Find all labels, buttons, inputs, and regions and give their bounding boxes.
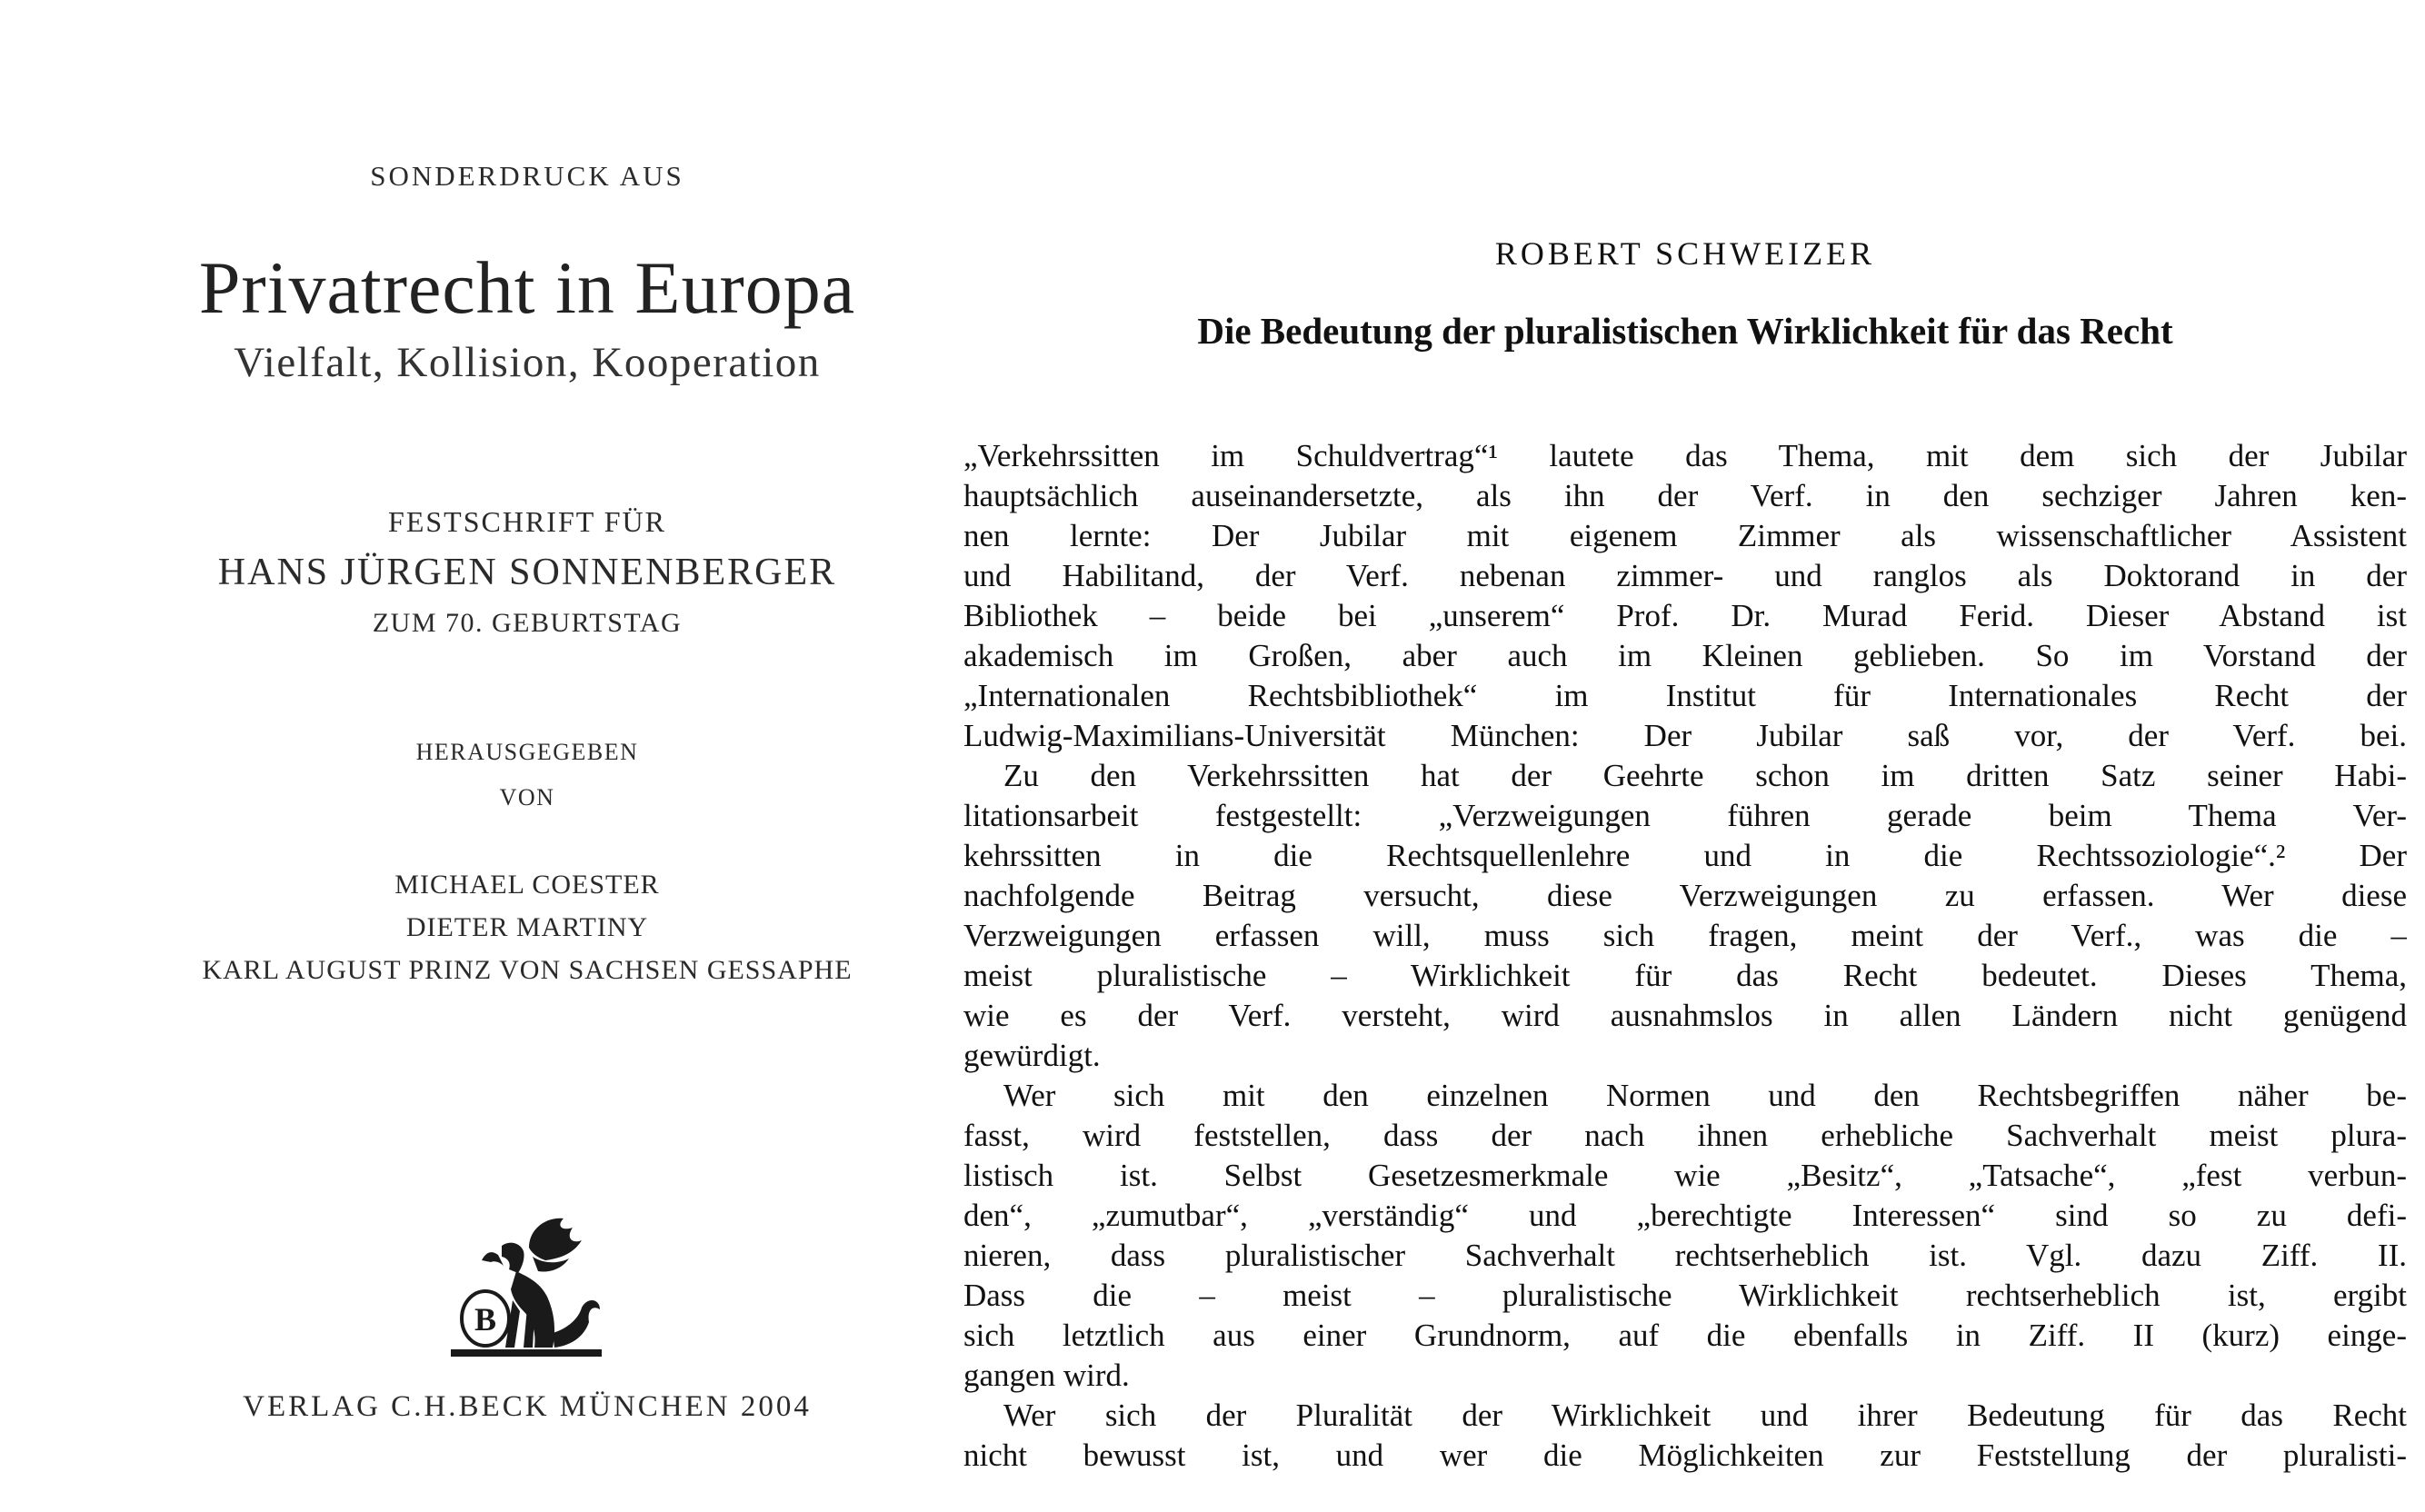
body-line: wie es der Verf. versteht, wird ausnahmslos in allen Ländern nicht genügend [963,998,2407,1033]
article-author: ROBERT SCHWEIZER [1494,235,1876,272]
body-line: gewürdigt. [963,1038,1101,1073]
editor-name: MICHAEL COESTER [394,870,660,900]
body-line: gangen wird. [963,1358,1130,1393]
body-line: listisch ist. Selbst Gesetzesmerkmale wie „Besitz“, „Tatsache“, „fest verbun- [963,1158,2407,1193]
occasion-line: ZUM 70. GEBURTSTAG [372,608,683,638]
body-line: Bibliothek – beide bei „unserem“ Prof. Dr. Murad Ferid. Dieser Abstand ist [963,598,2407,633]
honoree-name: HANS JÜRGEN SONNENBERGER [217,552,837,593]
article-title: Die Bedeutung der pluralistischen Wirklichkeit für das Recht [1197,310,2173,352]
body-line: kehrssitten in die Rechtsquellenlehre und in die Rechtssoziologie“.² Der [963,838,2407,873]
body-line: sich letztlich aus einer Grundnorm, auf die ebenfalls in Ziff. II (kurz) einge- [963,1318,2407,1353]
body-line: meist pluralistische – Wirklichkeit für das Recht bedeutet. Dieses Thema, [963,958,2407,993]
body-line: fasst, wird feststellen, dass der nach ihnen erhebliche Sachverhalt meist plura- [963,1118,2407,1153]
book-subtitle: Vielfalt, Kollision, Kooperation [234,339,821,386]
article-page [945,0,2425,1512]
editor-name: KARL AUGUST PRINZ VON SACHSEN GESSAPHE [202,955,853,985]
body-line: nen lernte: Der Jubilar mit eigenem Zimmer als wissenschaftlicher Assistent [963,518,2407,553]
body-line: hauptsächlich auseinandersetzte, als ihn der Verf. in den sechziger Jahren ken- [963,478,2407,513]
body-line: Dass die – meist – pluralistische Wirklichkeit rechtserheblich ist, ergibt [963,1278,2407,1313]
edited-label: HERAUSGEGEBEN [415,739,639,765]
publisher-griffin-logo [445,1213,609,1368]
body-line: Zu den Verkehrssitten hat der Geehrte schon im dritten Satz seiner Habi- [1003,758,2407,793]
body-line: Verzweigungen erfassen will, muss sich fragen, meint der Verf., was die – [963,918,2407,953]
body-line: nicht bewusst ist, und wer die Möglichkeiten zur Feststellung der pluralisti- [963,1437,2407,1473]
body-line: und Habilitand, der Verf. nebenan zimmer- und ranglos als Doktorand in der [963,558,2407,593]
body-line: nieren, dass pluralistischer Sachverhalt rechtserheblich ist. Vgl. dazu Ziff. II. [963,1238,2407,1273]
editor-name: DIETER MARTINY [405,912,649,942]
title-page [0,0,1054,1512]
body-line: Ludwig-Maximilians-Universität München: Der Jubilar saß vor, der Verf. bei. [963,718,2407,753]
body-line: nachfolgende Beitrag versucht, diese Verzweigungen zu erfassen. Wer diese [963,878,2407,913]
offprint-label: SONDERDRUCK AUS [370,160,684,192]
body-line: „Internationalen Rechtsbibliothek“ im Institut für Internationales Recht der [963,678,2407,713]
festschrift-label: FESTSCHRIFT FÜR [388,505,666,538]
body-line: den“, „zumutbar“, „verständig“ und „berechtigte Interessen“ sind so zu defi- [963,1198,2407,1233]
book-title: Privatrecht in Europa [198,246,856,329]
body-line: Wer sich der Pluralität der Wirklichkeit und ihrer Bedeutung für das Recht [1003,1398,2407,1433]
edited-by-label: VON [499,784,555,811]
body-line: akademisch im Großen, aber auch im Kleinen geblieben. So im Vorstand der [963,638,2407,673]
publisher-imprint: VERLAG C.H.BECK MÜNCHEN 2004 [243,1390,812,1423]
body-line: litationsarbeit festgestellt: „Verzweigungen führen gerade beim Thema Ver- [963,798,2407,833]
body-line: Wer sich mit den einzelnen Normen und den Rechtsbegriffen näher be- [1003,1078,2407,1113]
logo-letter: B [474,1301,497,1338]
body-line: „Verkehrssitten im Schuldvertrag“¹ lautete das Thema, mit dem sich der Jubilar [963,438,2407,473]
